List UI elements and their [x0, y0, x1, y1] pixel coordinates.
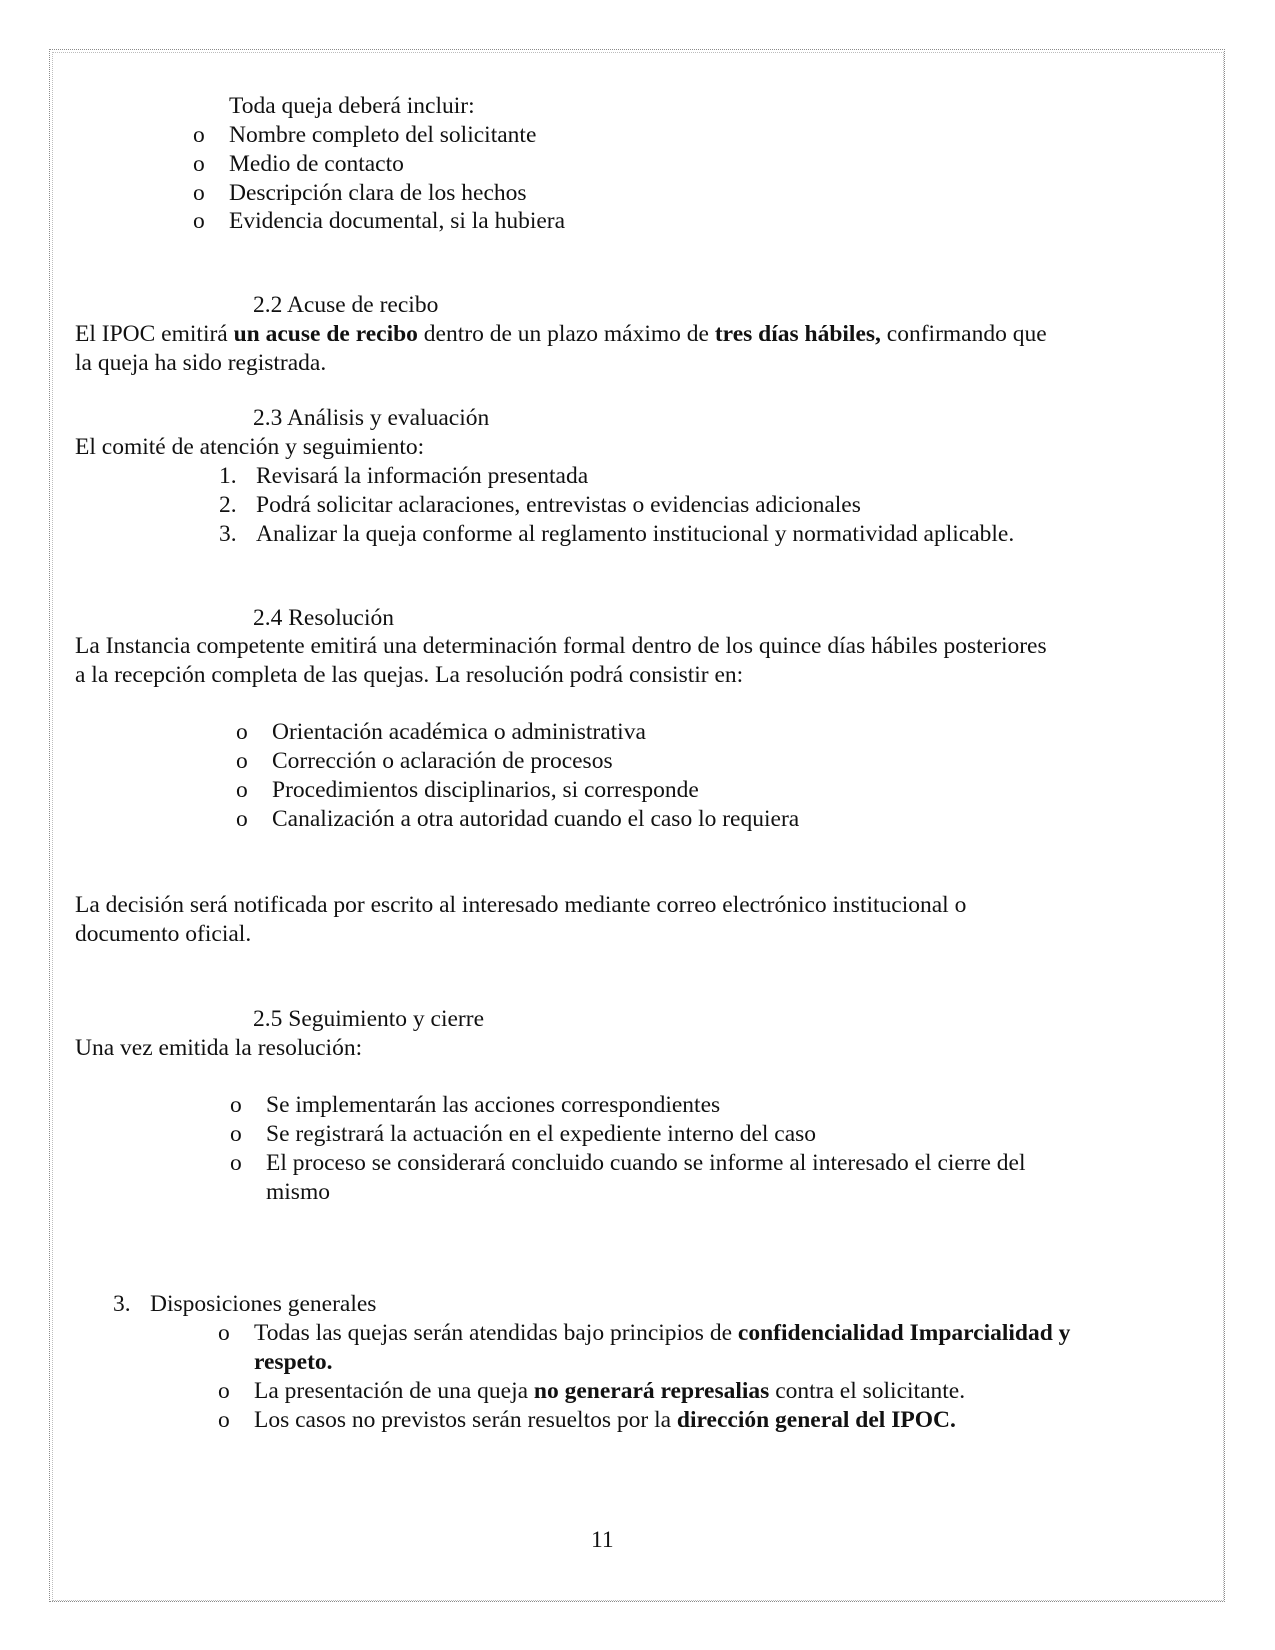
list-item: El proceso se considerará concluido cuando se informe al interesado el cierre del	[266, 1150, 1026, 1176]
section-heading-3: Disposiciones generales	[150, 1291, 377, 1317]
bullet: o	[230, 1092, 242, 1118]
bullet: o	[193, 180, 205, 206]
list-item: La presentación de una queja no generará represalias contra el solicitante.	[254, 1378, 966, 1404]
follow-up-intro: Una vez emitida la resolución:	[75, 1035, 363, 1061]
bullet: o	[218, 1378, 230, 1404]
acknowledgement-paragraph-line2: la queja ha sido registrada.	[75, 350, 327, 376]
bullet: o	[236, 748, 248, 774]
section-heading-2-3: 2.3 Análisis y evaluación	[253, 405, 490, 431]
bullet: o	[230, 1121, 242, 1147]
list-number: 3.	[219, 521, 237, 547]
list-item-continuation: respeto.	[254, 1349, 333, 1375]
list-number: 2.	[219, 492, 237, 518]
list-item: Se registrará la actuación en el expediente interno del caso	[266, 1121, 817, 1147]
bullet: o	[236, 777, 248, 803]
bullet: o	[193, 151, 205, 177]
bullet: o	[193, 122, 205, 148]
list-item: Orientación académica o administrativa	[272, 719, 646, 745]
list-item: Revisará la información presentada	[256, 463, 589, 489]
section-heading-2-2: 2.2 Acuse de recibo	[253, 292, 439, 318]
list-item: Se implementarán las acciones correspondientes	[266, 1092, 721, 1118]
list-item: Podrá solicitar aclaraciones, entrevistas o evidencias adicionales	[256, 492, 861, 518]
committee-intro: El comité de atención y seguimiento:	[75, 434, 425, 460]
bullet: o	[218, 1407, 230, 1433]
list-item: Los casos no previstos serán resueltos por la dirección general del IPOC.	[254, 1407, 956, 1433]
bullet: o	[236, 719, 248, 745]
complaint-requirements-intro: Toda queja deberá incluir:	[229, 93, 475, 119]
bullet: o	[230, 1150, 242, 1176]
list-item: Medio de contacto	[229, 151, 404, 177]
list-item: Todas las quejas serán atendidas bajo principios de confidencialidad Imparcialidad y	[254, 1320, 1071, 1346]
list-number: 1.	[219, 463, 237, 489]
section-number-3: 3.	[113, 1291, 131, 1317]
notification-paragraph-line1: La decisión será notificada por escrito al interesado mediante correo electrónico institucional o	[75, 892, 967, 918]
page-number: 11	[591, 1527, 614, 1553]
list-item-continuation: mismo	[266, 1179, 330, 1205]
list-item: Corrección o aclaración de procesos	[272, 748, 613, 774]
list-item: Evidencia documental, si la hubiera	[229, 208, 566, 234]
bullet: o	[236, 806, 248, 832]
section-heading-2-4: 2.4 Resolución	[253, 605, 394, 631]
list-item: Nombre completo del solicitante	[229, 122, 537, 148]
list-item: Analizar la queja conforme al reglamento institucional y normatividad aplicable.	[256, 521, 1015, 547]
list-item: Canalización a otra autoridad cuando el caso lo requiera	[272, 806, 800, 832]
resolution-paragraph-line2: a la recepción completa de las quejas. La resolución podrá consistir en:	[75, 662, 744, 688]
resolution-paragraph-line1: La Instancia competente emitirá una determinación formal dentro de los quince días hábiles posteriores	[75, 633, 1047, 659]
list-item: Procedimientos disciplinarios, si corresponde	[272, 777, 699, 803]
acknowledgement-paragraph-line1: El IPOC emitirá un acuse de recibo dentro de un plazo máximo de tres días hábiles, confirmando que	[75, 321, 1047, 347]
list-item: Descripción clara de los hechos	[229, 180, 527, 206]
section-heading-2-5: 2.5 Seguimiento y cierre	[253, 1006, 485, 1032]
notification-paragraph-line2: documento oficial.	[75, 921, 252, 947]
bullet: o	[218, 1320, 230, 1346]
bullet: o	[193, 208, 205, 234]
